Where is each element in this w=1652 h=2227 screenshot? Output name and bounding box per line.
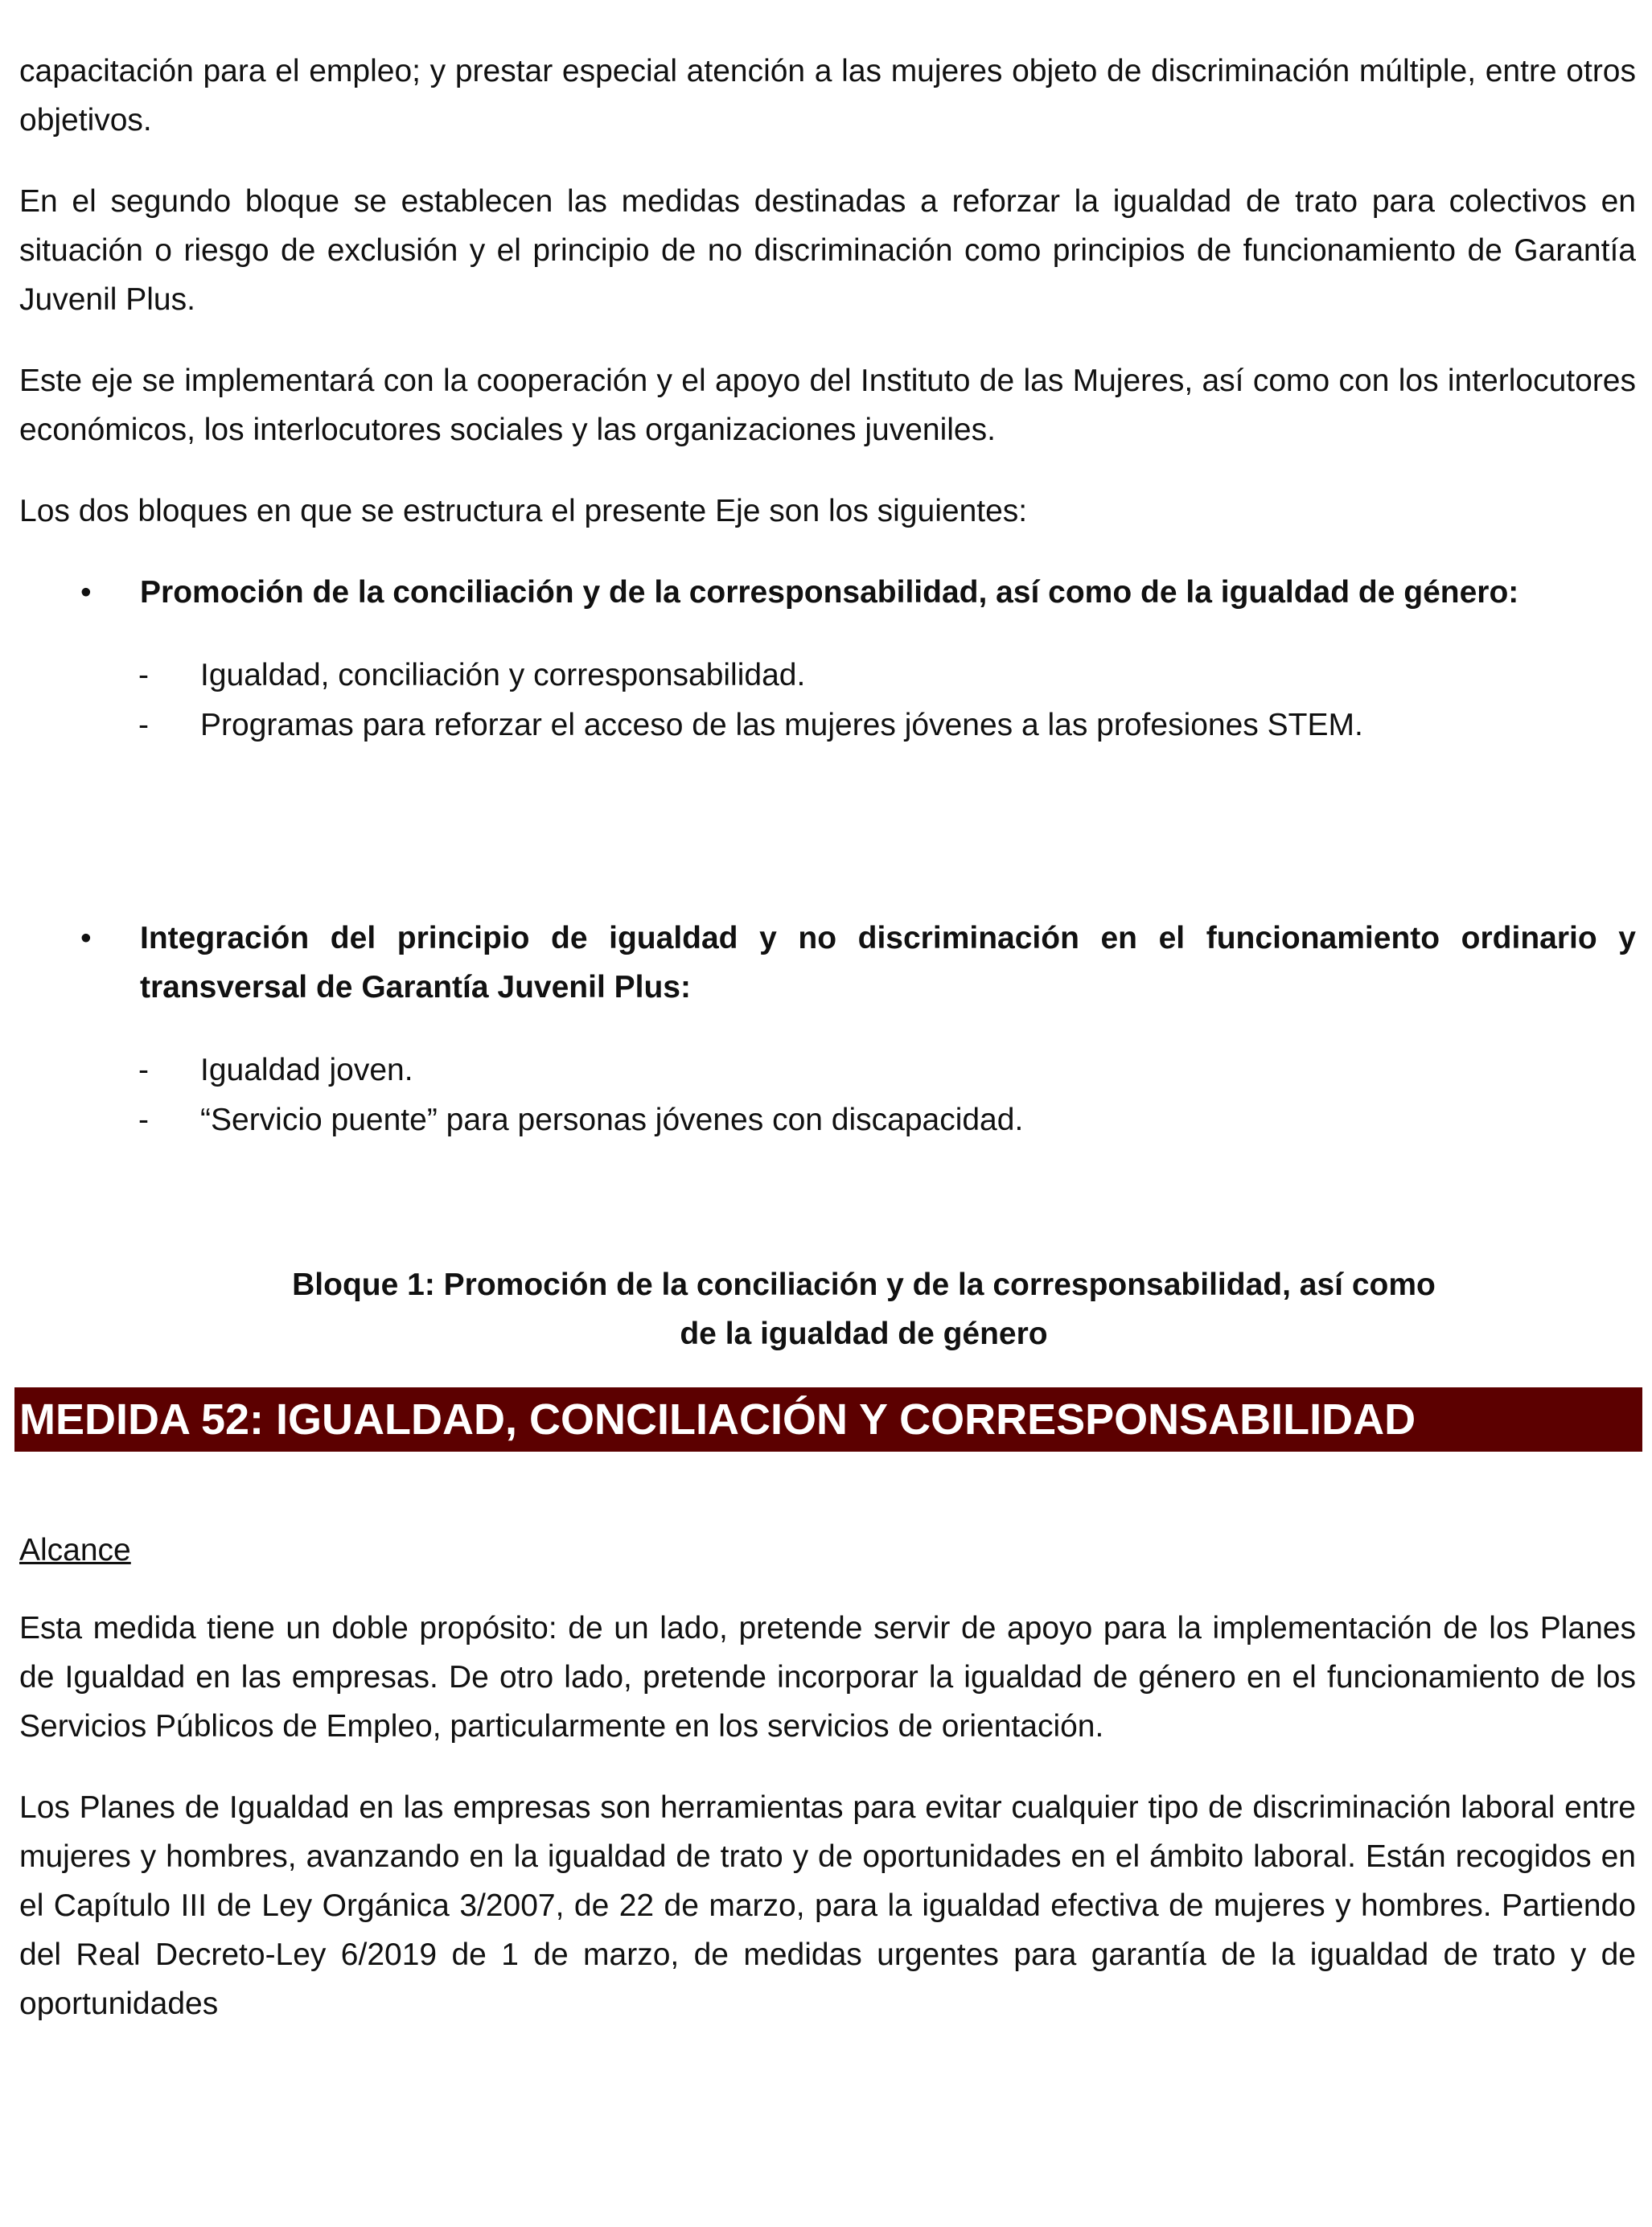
paragraph-blocks-intro: Los dos bloques en que se estructura el presente Eje son los siguientes: (19, 494, 1028, 528)
bullet-icon: • (80, 921, 92, 955)
paragraph-intro-continued: capacitación para el empleo; y prestar especial atención a las mujeres objeto de discriminación múltiple, entre otros objetivos. (19, 54, 1636, 138)
list-item-text: Igualdad joven. (200, 1053, 413, 1087)
list-item (19, 1046, 1636, 1095)
bullet-block-1 (19, 568, 1636, 617)
bullet-block-2 (19, 914, 1636, 1012)
block-1-heading-line-2: de la igualdad de género (680, 1317, 1048, 1351)
list-item-text: Igualdad, conciliación y corresponsabilidad. (200, 658, 806, 692)
paragraph-cooperation: Este eje se implementará con la cooperación y el apoyo del Instituto de las Mujeres, así como con los interlocutores económicos, los interlocutores sociales y las organizaciones juveniles. (19, 364, 1636, 447)
alcance-heading: Alcance (19, 1533, 131, 1568)
block-1-heading-line-1: Bloque 1: Promoción de la conciliación y de la corresponsabilidad, así como (292, 1268, 1436, 1302)
paragraph-second-block: En el segundo bloque se establecen las medidas destinadas a reforzar la igualdad de trato para colectivos en situación o riesgo de exclusión y el principio de no discriminación como principios de funcionamiento de Garantía Juvenil Plus. (19, 184, 1636, 317)
bullet-icon: • (80, 575, 92, 610)
list-item (19, 1095, 1636, 1145)
bullet-block-2-title: Integración del principio de igualdad y no discriminación en el funcionamiento ordinario y transversal de Garantía Juvenil Plus: (140, 921, 1636, 1005)
list-item (19, 651, 1636, 701)
list-item-text: Programas para reforzar el acceso de las mujeres jóvenes a las profesiones STEM. (200, 708, 1363, 742)
block-1-heading (19, 1260, 1636, 1358)
bullet-block-1-title: Promoción de la conciliación y de la corresponsabilidad, así como de la igualdad de género: (140, 575, 1519, 610)
dash-icon: - (138, 658, 149, 692)
block-1-items (19, 651, 1636, 750)
dash-icon: - (138, 708, 149, 742)
list-item-text: “Servicio puente” para personas jóvenes con discapacidad. (200, 1103, 1024, 1137)
dash-icon: - (138, 1053, 149, 1087)
dash-icon: - (138, 1103, 149, 1137)
document-page (19, 47, 1636, 2028)
alcance-paragraph-2: Los Planes de Igualdad en las empresas son herramientas para evitar cualquier tipo de discriminación laboral entre mujeres y hombres, avanzando en la igualdad de trato y de oportunidades en el ámbito laboral. Están recogidos en el Capítulo III de Ley Orgánica 3/2007, de 22 de marzo, para la igualdad efectiva de mujeres y hombres. Partiendo del Real Decreto-Ley 6/2019 de 1 de marzo, de medidas urgentes para garantía de la igualdad de trato y de oportunidades (19, 1790, 1636, 2021)
block-2-items (19, 1046, 1636, 1145)
alcance-paragraph-1: Esta medida tiene un doble propósito: de un lado, pretende servir de apoyo para la implementación de los Planes de Igualdad en las empresas. De otro lado, pretende incorporar la igualdad de género en el funcionamiento de los Servicios Públicos de Empleo, particularmente en los servicios de orientación. (19, 1611, 1636, 1744)
list-item (19, 701, 1636, 750)
medida-52-heading: MEDIDA 52: IGUALDAD, CONCILIACIÓN Y CORRESPONSABILIDAD (14, 1387, 1642, 1452)
